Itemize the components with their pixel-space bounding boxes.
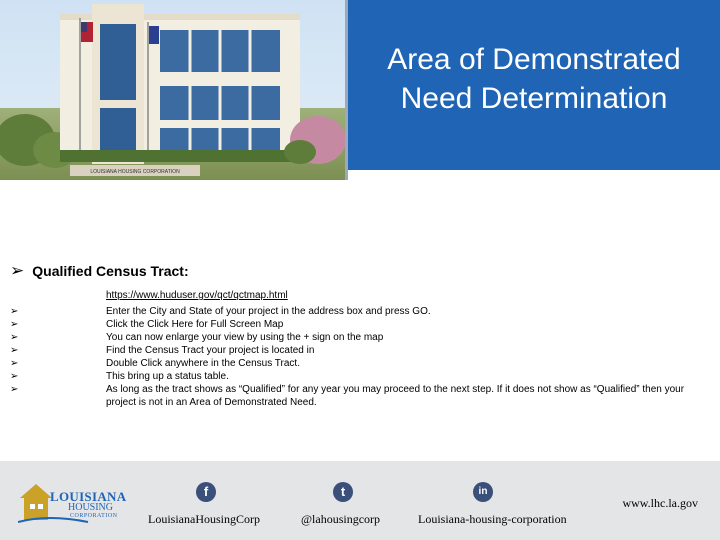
logo-text-line1: LOUISIANA (50, 489, 127, 504)
logo-text-line2: HOUSING (68, 502, 113, 513)
list-item (10, 305, 710, 318)
website-link[interactable]: www.lhc.la.gov (622, 496, 698, 510)
facebook-handle[interactable]: LouisianaHousingCorp (148, 512, 260, 526)
list-item (10, 331, 710, 344)
twitter-handle[interactable]: @lahousingcorp (301, 512, 381, 526)
bullet-arrow-icon: ➢ (10, 261, 25, 281)
list-item (10, 318, 710, 331)
bullet-arrow-icon: ➢ (10, 345, 19, 356)
step-text: This bring up a status table. (106, 371, 229, 382)
bullet-arrow-icon: ➢ (10, 306, 19, 317)
step-text: As long as the tract shows as “Qualified” for any year you may proceed to the next step. If it does not show as “Qualified” then your project is not in an Area of Demonstrated Need. (106, 384, 685, 408)
steps-list (10, 305, 710, 409)
qct-heading-row (10, 262, 189, 280)
list-item (10, 344, 710, 357)
building-sign-text: LOUISIANA HOUSING CORPORATION (90, 169, 180, 175)
step-text: Double Click anywhere in the Census Tract. (106, 358, 300, 369)
facebook-icon[interactable]: f (196, 482, 216, 502)
qct-map-link[interactable]: https://www.huduser.gov/qct/qctmap.html (106, 290, 288, 301)
list-item (10, 370, 710, 383)
bullet-arrow-icon: ➢ (10, 384, 19, 395)
step-text: You can now enlarge your view by using the + sign on the map (106, 332, 384, 343)
slide-header (0, 0, 720, 180)
logo-text-line3: CORPORATION (70, 513, 118, 519)
linkedin-handle[interactable]: Louisiana-housing-corporation (418, 512, 567, 526)
bullet-arrow-icon: ➢ (10, 319, 19, 330)
step-text: Click the Click Here for Full Screen Map (106, 319, 284, 330)
step-text: Find the Census Tract your project is located in (106, 345, 315, 356)
linkedin-icon[interactable]: in (473, 482, 493, 502)
building-illustration (0, 0, 345, 180)
building-photo (0, 0, 345, 180)
slide-title (348, 40, 720, 118)
slide-title-line-1: Area of Demonstrated (387, 43, 681, 76)
twitter-icon[interactable]: t (333, 482, 353, 502)
bullet-arrow-icon: ➢ (10, 358, 19, 369)
slide-title-line-2: Need Determination (400, 82, 668, 115)
bullet-arrow-icon: ➢ (10, 371, 19, 382)
step-text: Enter the City and State of your project in the address box and press GO. (106, 306, 431, 317)
bullet-arrow-icon: ➢ (10, 332, 19, 343)
list-item (10, 357, 710, 370)
qct-heading: Qualified Census Tract: (32, 263, 189, 279)
list-item (10, 383, 710, 409)
